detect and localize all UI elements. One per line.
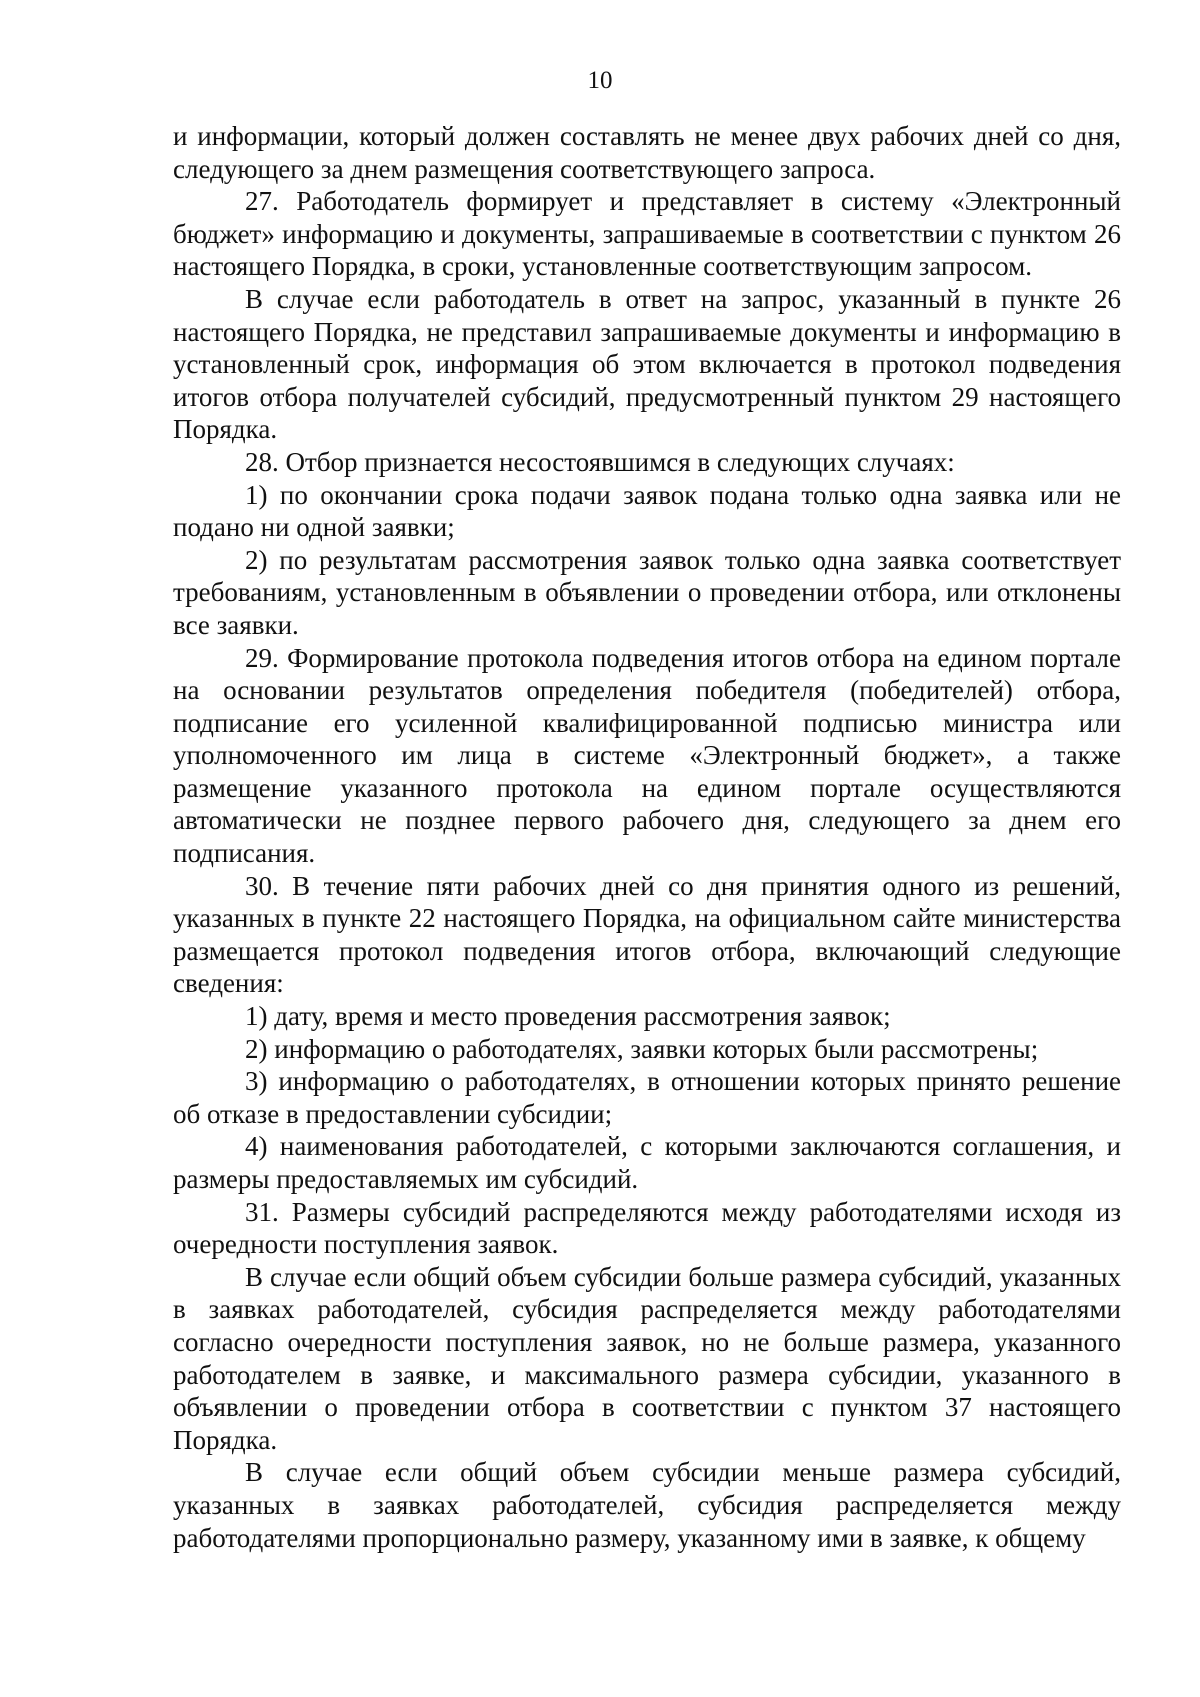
- paragraph-item-27-note: В случае если работодатель в ответ на запрос, указанный в пункте 26 настоящего Порядка, не представил запрашиваемые документы и информацию в установленный срок, информация об этом включается в протокол подведения итогов отбора получателей субсидий, предусмотренный пунктом 29 настоящего Порядка.: [173, 283, 1121, 445]
- paragraph-item-28: 28. Отбор признается несостоявшимся в следующих случаях:: [245, 446, 955, 477]
- paragraph-item-27: 27. Работодатель формирует и представляет в систему «Электронный бюджет» информацию и документы, запрашиваемые в соответствии с пунктом 26 настоящего Порядка, в сроки, установленные соответствующим запросом.: [173, 186, 1121, 282]
- paragraph-item-28-sub-1: 1) по окончании срока подачи заявок подана только одна заявка или не подано ни одной заявки;: [173, 479, 1121, 543]
- page-number: 10: [587, 67, 613, 94]
- paragraph-item-30-sub-4: 4) наименования работодателей, с которыми заключаются соглашения, и размеры предоставляемых им субсидий.: [173, 1131, 1121, 1194]
- paragraph-item-31: 31. Размеры субсидий распределяются между работодателями исходя из очередности поступления заявок.: [173, 1196, 1121, 1260]
- paragraph-item-29: 29. Формирование протокола подведения итогов отбора на едином портале на основании результатов определения победителя (победителей) отбора, подписание его усиленной квалифицированной подписью министра или уполномоченного им лица в системе «Электронный бюджет», а также размещение указанного протокола на едином портале осуществляются автоматически не позднее первого рабочего дня, следующего за днем его подписания.: [173, 642, 1121, 869]
- document-body: [173, 120, 1121, 1554]
- paragraph-continuation: и информации, который должен составлять не менее двух рабочих дней со дня, следующего за днем размещения соответствующего запроса.: [173, 121, 1121, 184]
- paragraph-item-30: 30. В течение пяти рабочих дней со дня принятия одного из решений, указанных в пункте 22 настоящего Порядка, на официальном сайте министерства размещается протокол подведения итогов отбора, включающий следующие сведения:: [173, 870, 1121, 999]
- paragraph-item-31-note-2: В случае если общий объем субсидии меньше размера субсидий, указанных в заявках работодателей, субсидия распределяется между работодателями пропорционально размеру, указанному ими в заявке, к общему: [173, 1457, 1121, 1553]
- paragraph-item-30-sub-2: 2) информацию о работодателях, заявки которых были рассмотрены;: [245, 1033, 1039, 1064]
- paragraph-item-28-sub-2: 2) по результатам рассмотрения заявок только одна заявка соответствует требованиям, установленным в объявлении о проведении отбора, или отклонены все заявки.: [173, 544, 1121, 640]
- paragraph-item-30-sub-3: 3) информацию о работодателях, в отношении которых принято решение об отказе в предоставлении субсидии;: [173, 1066, 1121, 1129]
- paragraph-item-30-sub-1: 1) дату, время и место проведения рассмотрения заявок;: [245, 1001, 891, 1032]
- paragraph-item-31-note-1: В случае если общий объем субсидии больше размера субсидий, указанных в заявках работодателей, субсидия распределяется между работодателями согласно очередности поступления заявок, но не больше размера, указанного работодателем в заявке, и максимального размера субсидии, указанного в объявлении о проведении отбора в соответствии с пунктом 37 настоящего Порядка.: [173, 1261, 1121, 1455]
